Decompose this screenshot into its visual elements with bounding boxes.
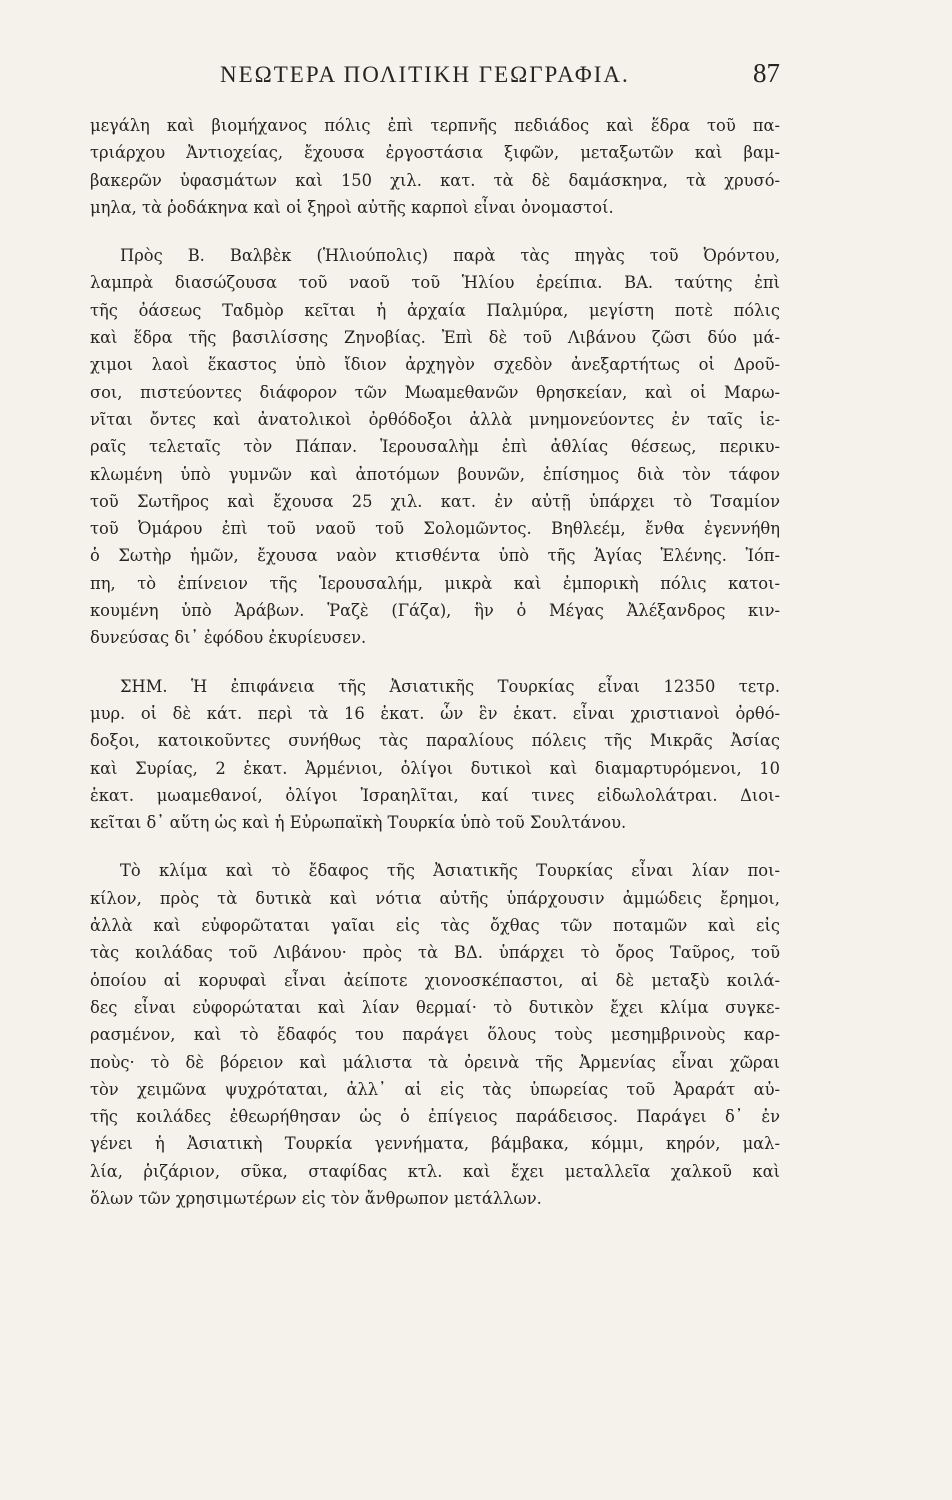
text-line: λία, ῥιζάριον, σῦκα, σταφίδας κτλ. καὶ ἔχει μεταλλεῖα χαλκοῦ καὶ	[90, 1161, 780, 1181]
paragraph	[90, 242, 780, 651]
text-line: Τὸ κλίμα καὶ τὸ ἔδαφος τῆς Ἀσιατικῆς Τουρκίας εἶναι λίαν ποι-	[120, 861, 780, 881]
text-line: Πρὸς Β. Βαλβὲκ (Ἡλιούπολις) παρὰ τὰς πηγὰς τοῦ Ὀρόντου,	[120, 246, 780, 266]
text-line: ὅλων τῶν χρησιμωτέρων εἰς τὸν ἄνθρωπον μετάλλων.	[90, 1188, 542, 1208]
text-line: χιμοι λαοὶ ἕκαστος ὑπὸ ἴδιον ἀρχηγὸν σχεδὸν ἀνεξαρτήτως οἱ Δροῦ-	[90, 355, 780, 375]
text-line: τοῦ Ὀμάρου ἐπὶ τοῦ ναοῦ τοῦ Σολομῶντος. Βηθλεέμ, ἔνθα ἐγεννήθη	[90, 519, 780, 539]
text-line: τὰς κοιλάδας τοῦ Λιβάνου· πρὸς τὰ ΒΔ. ὑπάρχει τὸ ὄρος Ταῦρος, τοῦ	[90, 943, 780, 963]
paragraph	[90, 857, 780, 1212]
text-line: γένει ἡ Ἀσιατικὴ Τουρκία γεννήματα, βάμβακα, κόμμι, κηρόν, μαλ-	[90, 1134, 780, 1154]
text-line: ρασμένον, καὶ τὸ ἔδαφός του παράγει ὅλους τοὺς μεσημβρινοὺς καρ-	[90, 1025, 780, 1045]
text-line: κίλον, πρὸς τὰ δυτικὰ καὶ νότια αὐτῆς ὑπάρχουσιν ἀμμώδεις ἔρημοι,	[90, 888, 780, 908]
text-line: κλωμένη ὑπὸ γυμνῶν καὶ ἀποτόμων βουνῶν, ἐπίσημος διὰ τὸν τάφον	[90, 464, 780, 484]
text-line: καὶ Συρίας, 2 ἑκατ. Ἀρμένιοι, ὀλίγοι δυτικοὶ καὶ διαμαρτυρόμενοι, 10	[90, 758, 780, 778]
text-line: ποὺς· τὸ δὲ βόρειον καὶ μάλιστα τὰ ὀρεινὰ τῆς Ἀρμενίας εἶναι χῶραι	[90, 1052, 780, 1072]
paragraph	[90, 112, 780, 221]
text-line: τῆς ὀάσεως Ταδμὸρ κεῖται ἡ ἀρχαία Παλμύρα, μεγίστη ποτὲ πόλις	[90, 300, 780, 320]
text-line: μηλα, τὰ ῥοδάκηνα καὶ οἱ ξηροὶ αὐτῆς καρποὶ εἶναι ὀνομαστοί.	[90, 197, 614, 217]
text-line: κεῖται δ᾽ αὕτη ὡς καὶ ἡ Εὐρωπαϊκὴ Τουρκία ὑπὸ τοῦ Σουλτάνου.	[90, 813, 627, 833]
text-line: μυρ. οἱ δὲ κάτ. περὶ τὰ 16 ἑκατ. ὧν ἓν ἑκατ. εἶναι χριστιανοὶ ὀρθό-	[90, 703, 780, 723]
text-line: τῆς κοιλάδες ἐθεωρήθησαν ὡς ὁ ἐπίγειος παράδεισος. Παράγει δ᾽ ἐν	[90, 1107, 780, 1127]
text-line: βακερῶν ὑφασμάτων καὶ 150 χιλ. κατ. τὰ δὲ δαμάσκηνα, τὰ χρυσό-	[90, 170, 780, 190]
text-line: δες εἶναι εὐφορώταται καὶ λίαν θερμαί· τὸ δυτικὸν ἔχει κλίμα συγκε-	[90, 997, 780, 1017]
text-line: ὁποίου αἱ κορυφαὶ εἶναι ἀείποτε χιονοσκέπαστοι, αἱ δὲ μεταξὺ κοιλά-	[90, 970, 780, 990]
paragraph	[90, 673, 780, 837]
text-line: ἀλλὰ καὶ εὐφορῶταται γαῖαι εἰς τὰς ὄχθας τῶν ποταμῶν καὶ εἰς	[90, 916, 780, 936]
text-line: τριάρχου Ἀντιοχείας, ἔχουσα ἐργοστάσια ξιφῶν, μεταξωτῶν καὶ βαμ-	[90, 143, 780, 163]
text-line: τὸν χειμῶνα ψυχρόταται, ἀλλ᾽ αἱ εἰς τὰς ὑπωρείας τοῦ Ἀραράτ αὐ-	[90, 1079, 780, 1099]
body-text	[90, 112, 780, 1212]
text-line: δυνεύσας δι᾽ ἐφόδου ἐκυρίευσεν.	[90, 628, 367, 648]
text-line: τοῦ Σωτῆρος καὶ ἔχουσα 25 χιλ. κατ. ἐν αὐτῇ ὑπάρχει τὸ Τσαμίον	[90, 491, 780, 511]
text-line: ΣΗΜ. Ἡ ἐπιφάνεια τῆς Ἀσιατικῆς Τουρκίας εἶναι 12350 τετρ.	[120, 676, 780, 696]
text-line: ραῖς τελεταῖς τὸν Πάπαν. Ἱερουσαλὴμ ἐπὶ ἀθλίας θέσεως, περικυ-	[90, 437, 780, 457]
page-number: 87	[753, 58, 780, 88]
page-header	[90, 58, 780, 102]
text-line: νῖται ὄντες καὶ ἀνατολικοὶ ὀρθόδοξοι ἀλλὰ μνημονεύοντες ἐν ταῖς ἱε-	[90, 409, 780, 429]
running-title: ΝΕΩΤΕΡΑ ΠΟΛΙΤΙΚΗ ΓΕΩΓΡΑΦΙΑ.	[220, 62, 630, 87]
text-line: κουμένη ὑπὸ Ἀράβων. Ῥαζὲ (Γάζα), ἣν ὁ Μέγας Ἀλέξανδρος κιν-	[90, 601, 780, 621]
text-line: πη, τὸ ἐπίνειον τῆς Ἱερουσαλήμ, μικρὰ καὶ ἐμπορικὴ πόλις κατοι-	[90, 573, 780, 593]
text-line: σοι, πιστεύοντες διάφορον τῶν Μωαμεθανῶν θρησκείαν, καὶ οἱ Μαρω-	[90, 382, 780, 402]
text-line: δοξοι, κατοικοῦντες συνήθως τὰς παραλίους πόλεις τῆς Μικρᾶς Ἀσίας	[90, 731, 780, 751]
text-line: ὁ Σωτὴρ ἡμῶν, ἔχουσα ναὸν κτισθέντα ὑπὸ τῆς Ἁγίας Ἑλένης. Ἰόπ-	[90, 546, 780, 566]
text-line: μεγάλη καὶ βιομήχανος πόλις ἐπὶ τερπνῆς πεδιάδος καὶ ἕδρα τοῦ πα-	[90, 116, 780, 135]
text-line: λαμπρὰ διασώζουσα τοῦ ναοῦ τοῦ Ἡλίου ἐρείπια. ΒΑ. ταύτης ἐπὶ	[90, 273, 780, 293]
text-line: ἑκατ. μωαμεθανοί, ὀλίγοι Ἰσραηλῖται, καί τινες εἰδωλολάτραι. Διοι-	[90, 785, 780, 805]
text-line: καὶ ἕδρα τῆς βασιλίσσης Ζηνοβίας. Ἐπὶ δὲ τοῦ Λιβάνου ζῶσι δύο μά-	[90, 328, 780, 348]
